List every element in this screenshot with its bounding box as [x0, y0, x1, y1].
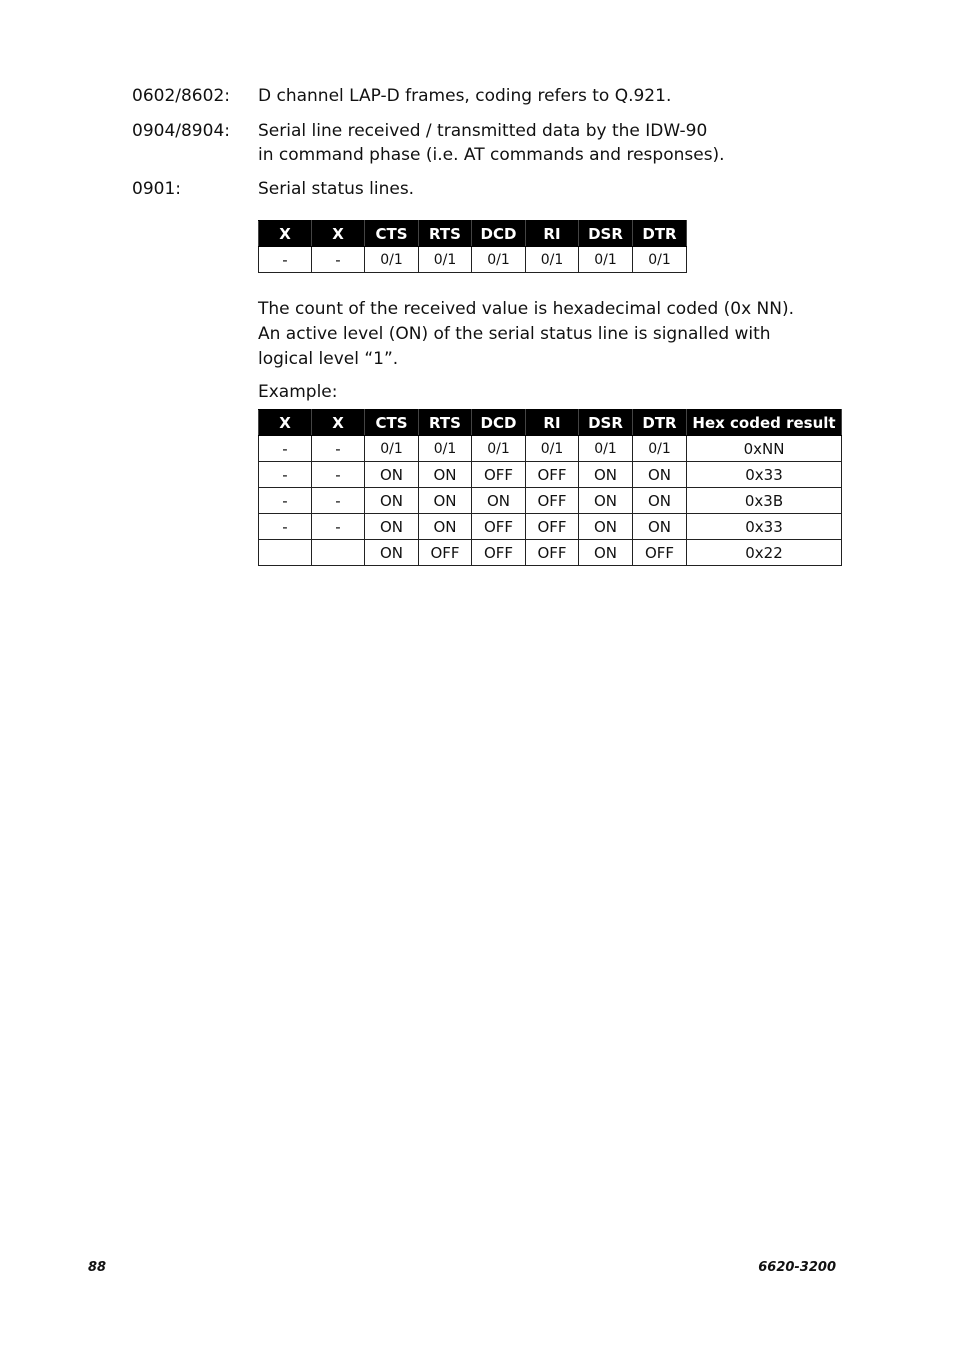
table-cell: OFF [419, 540, 472, 566]
definition-term: 0901: [132, 179, 181, 199]
table-cell: 0/1 [579, 436, 633, 462]
table-cell: 0x33 [687, 462, 842, 488]
table-cell: 0/1 [633, 247, 687, 273]
table-cell: 0/1 [472, 436, 526, 462]
table-cell: ON [419, 514, 472, 540]
col-header-dtr: DTR [633, 410, 687, 436]
table-cell: OFF [526, 514, 579, 540]
table-cell: - [259, 436, 312, 462]
table-row [259, 514, 842, 540]
table-cell: 0/1 [365, 436, 419, 462]
table-row [259, 436, 842, 462]
table-row [259, 247, 687, 273]
table-cell: ON [365, 540, 419, 566]
table-cell: - [259, 247, 312, 273]
example-table [258, 409, 842, 566]
table-cell: 0/1 [633, 436, 687, 462]
page-number: 88 [88, 1260, 107, 1275]
col-header-cts: CTS [365, 221, 419, 247]
table-header-row [259, 410, 842, 436]
table-cell: ON [419, 462, 472, 488]
table-cell: 0/1 [419, 436, 472, 462]
example-label: Example: [258, 382, 338, 402]
status-lines-table [258, 220, 687, 273]
table-cell [259, 540, 312, 566]
col-header-dtr: DTR [633, 221, 687, 247]
col-header-ri: RI [526, 410, 579, 436]
table-cell: ON [579, 540, 633, 566]
col-header-dcd: DCD [472, 221, 526, 247]
table-cell: ON [633, 488, 687, 514]
col-header-dsr: DSR [579, 410, 633, 436]
table-cell: OFF [526, 488, 579, 514]
col-header-rts: RTS [419, 221, 472, 247]
col-header-cts: CTS [365, 410, 419, 436]
table-cell: ON [579, 514, 633, 540]
table-header-row [259, 221, 687, 247]
table-row [259, 540, 842, 566]
col-header-hex-result: Hex coded result [687, 410, 842, 436]
table-cell: ON [365, 514, 419, 540]
table-cell: ON [365, 462, 419, 488]
table-cell: ON [579, 488, 633, 514]
table-cell: - [312, 436, 365, 462]
table-cell: 0/1 [365, 247, 419, 273]
col-header-dcd: DCD [472, 410, 526, 436]
table-cell: ON [472, 488, 526, 514]
definition-description: Serial status lines. [258, 179, 415, 199]
table-cell: ON [365, 488, 419, 514]
definition-term: 0602/8602: [132, 86, 230, 106]
hex-coding-paragraph: The count of the received value is hexadecimal coded (0x NN). An active level (ON) of the serial status line is signalled with logical level “1”. [258, 299, 795, 369]
table-cell: 0x3B [687, 488, 842, 514]
table-cell: 0x22 [687, 540, 842, 566]
table-cell: ON [419, 488, 472, 514]
col-header-x: X [312, 410, 365, 436]
table-cell: - [312, 514, 365, 540]
table-cell: 0/1 [526, 436, 579, 462]
table-cell: OFF [472, 514, 526, 540]
table-cell: - [259, 462, 312, 488]
table-cell: - [312, 488, 365, 514]
col-header-rts: RTS [419, 410, 472, 436]
table-cell: 0/1 [579, 247, 633, 273]
table-cell: - [312, 247, 365, 273]
document-number: 6620-3200 [758, 1260, 836, 1275]
table-row [259, 488, 842, 514]
table-cell: - [312, 462, 365, 488]
table-cell: 0/1 [526, 247, 579, 273]
table-cell: ON [579, 462, 633, 488]
table-cell: ON [633, 462, 687, 488]
col-header-ri: RI [526, 221, 579, 247]
table-cell: - [259, 488, 312, 514]
table-cell: 0/1 [419, 247, 472, 273]
table-cell: 0x33 [687, 514, 842, 540]
table-row [259, 462, 842, 488]
table-cell: ON [633, 514, 687, 540]
table-cell: OFF [472, 540, 526, 566]
table-cell: - [259, 514, 312, 540]
col-header-x: X [259, 410, 312, 436]
table-cell: OFF [633, 540, 687, 566]
col-header-x: X [259, 221, 312, 247]
col-header-dsr: DSR [579, 221, 633, 247]
table-cell: 0xNN [687, 436, 842, 462]
table-cell [312, 540, 365, 566]
table-cell: OFF [526, 462, 579, 488]
table-cell: 0/1 [472, 247, 526, 273]
col-header-x: X [312, 221, 365, 247]
definition-term: 0904/8904: [132, 121, 230, 141]
table-cell: OFF [472, 462, 526, 488]
table-cell: OFF [526, 540, 579, 566]
definition-description: Serial line received / transmitted data by the IDW-90 in command phase (i.e. AT commands and responses). [258, 121, 725, 165]
definition-description: D channel LAP-D frames, coding refers to Q.921. [258, 86, 672, 106]
